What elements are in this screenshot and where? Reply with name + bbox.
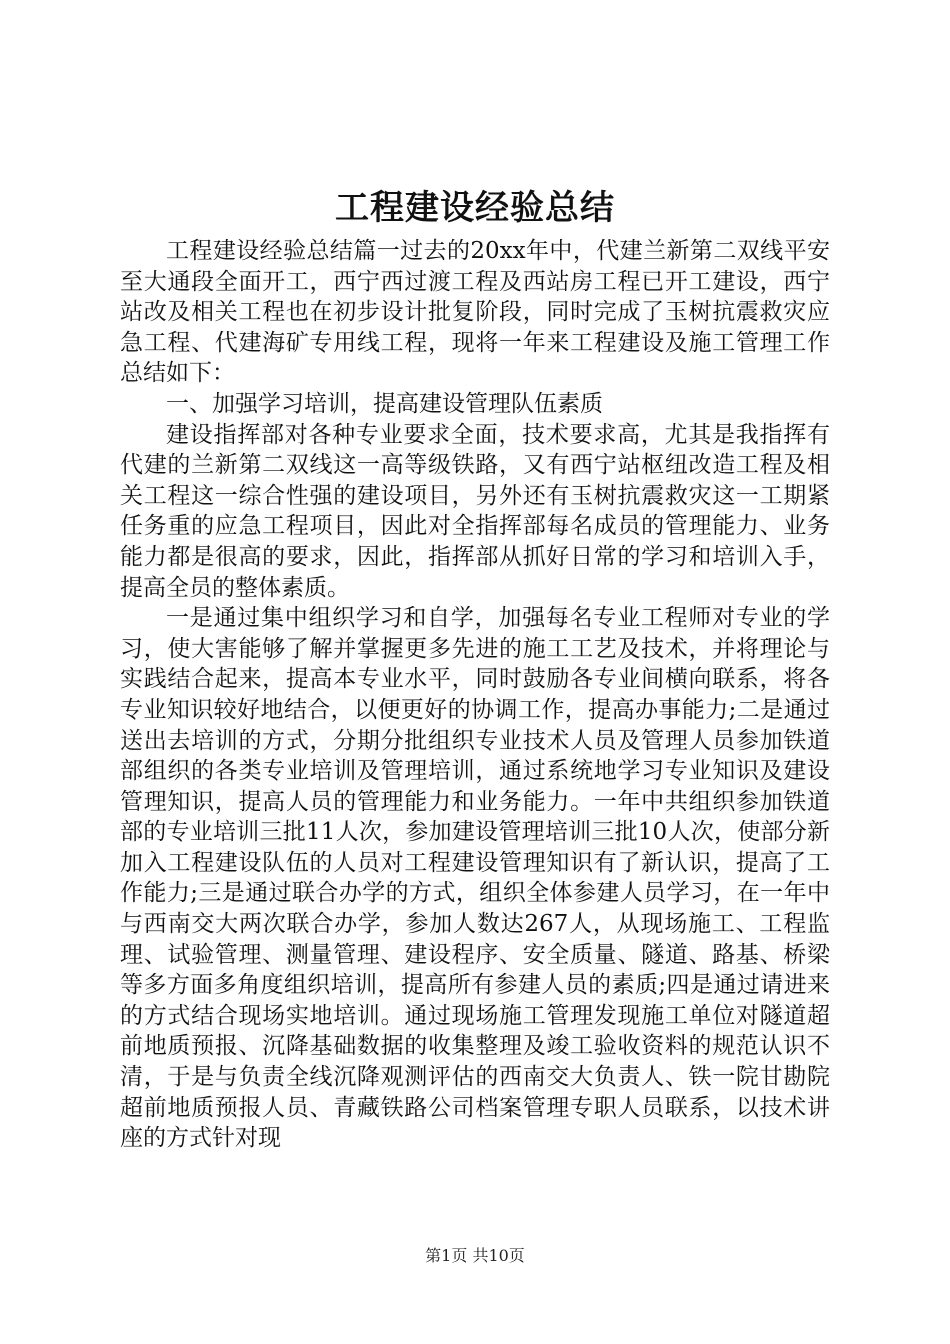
paragraph-background: 建设指挥部对各种专业要求全面，技术要求高，尤其是我指挥有代建的兰新第二双线这一高等级铁路，又有西宁站枢纽改造工程及相关工程这一综合性强的建设项目，另外还有玉树抗震救灾这一工期紧任务重的应急工程项目，因此对全指挥部每名成员的管理能力、业务能力都是很高的要求，因此，指挥部从抓好日常的学习和培训入手，提高全员的整体素质。 [120,421,830,601]
paragraph-measures: 一是通过集中组织学习和自学，加强每名专业工程师对专业的学习，使大害能够了解并掌握更多先进的施工工艺及技术，并将理论与实践结合起来，提高本专业水平，同时鼓励各专业间横向联系，将各专业知识较好地结合，以便更好的协调工作，提高办事能力;二是通过送出去培训的方式，分期分批组织专业技术人员及管理人员参加铁道部组织的各类专业培训及管理培训，通过系统地学习专业知识及建设管理知识，提高人员的管理能力和业务能力。一年中共组织参加铁道部的专业培训三批11人次，参加建设管理培训三批10人次，使部分新加入工程建设队伍的人员对工程建设管理知识有了新认识，提高了工作能力;三是通过联合办学的方式，组织全体参建人员学习，在一年中与西南交大两次联合办学，参加人数达267人，从现场施工、工程监理、试验管理、测量管理、建设程序、安全质量、隧道、路基、桥梁等多方面多角度组织培训，提高所有参建人员的素质;四是通过请进来的方式结合现场实地培训。通过现场施工管理发现施工单位对隧道超前地质预报、沉降基础数据的收集整理及竣工验收资料的规范认识不清，于是与负责全线沉降观测评估的西南交大负责人、铁一院甘勘院超前地质预报人员、青藏铁路公司档案管理专职人员联系，以技术讲座的方式针对现 [120,605,830,1152]
page-footer: 第1页 共10页 [425,1246,525,1265]
document-title: 工程建设经验总结 [335,188,615,228]
document-body [120,236,830,1154]
section-heading: 一、加强学习培训，提高建设管理队伍素质 [166,390,603,417]
paragraph-intro: 工程建设经验总结篇一过去的20xx年中，代建兰新第二双线平安至大通段全面开工，西宁西过渡工程及西站房工程已开工建设，西宁站改及相关工程也在初步设计批复阶段，同时完成了玉树抗震救灾应急工程、代建海矿专用线工程，现将一年来工程建设及施工管理工作总结如下： [120,238,830,387]
